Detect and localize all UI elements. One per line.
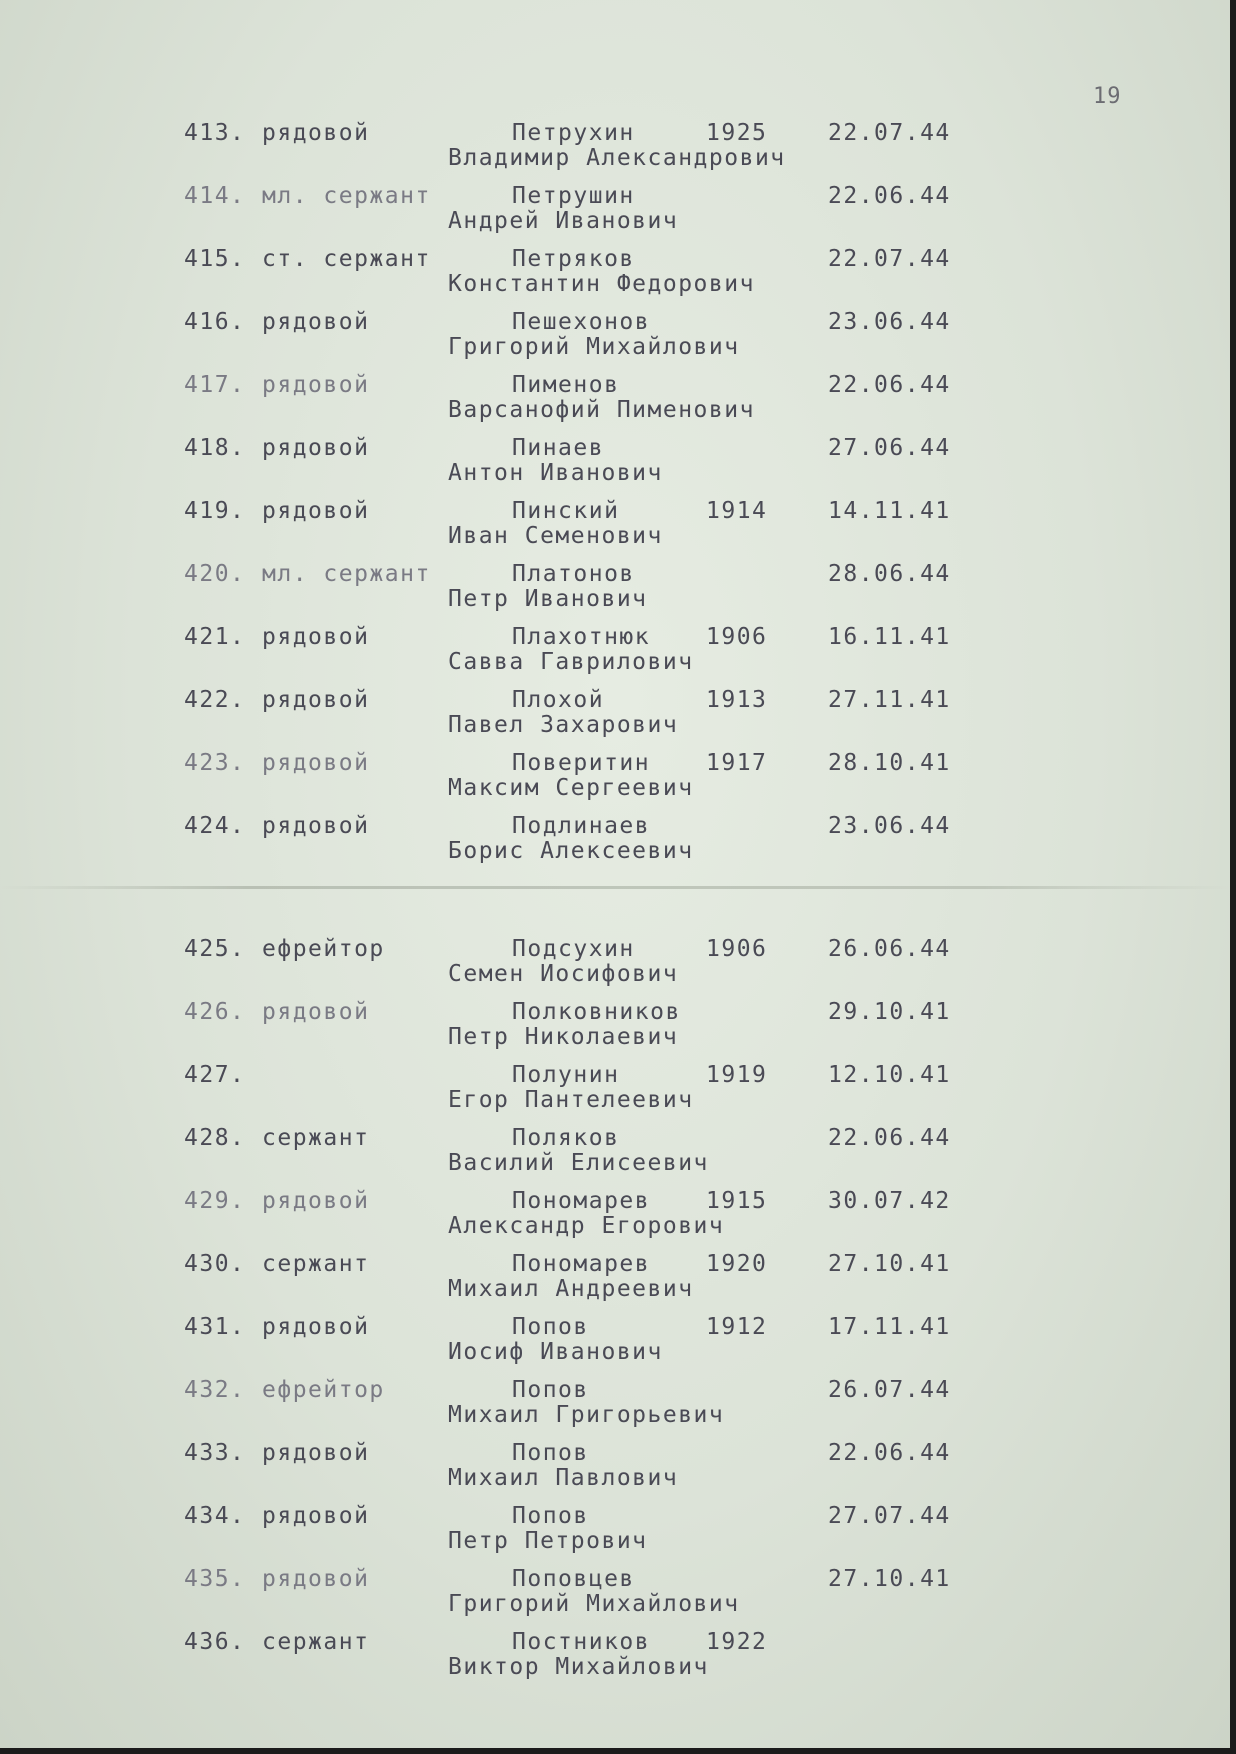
entry-date: 22.06.44	[828, 1125, 951, 1151]
entry-rank: рядовой	[262, 372, 370, 398]
entry-rank: рядовой	[262, 624, 370, 650]
entry-year: 1919	[706, 1062, 768, 1088]
entry-given: Егор Пантелеевич	[448, 1087, 694, 1113]
entry-date: 23.06.44	[828, 813, 951, 839]
entry-num: 421.	[184, 624, 246, 650]
entry-given: Андрей Иванович	[448, 208, 679, 234]
entry-date: 27.06.44	[828, 435, 951, 461]
entry-num: 423.	[184, 750, 246, 776]
entry-date: 22.06.44	[828, 1440, 951, 1466]
entry-given: Александр Егорович	[448, 1213, 725, 1239]
entry-num: 417.	[184, 372, 246, 398]
entry-surname: Петряков	[512, 246, 635, 272]
entry-rank: рядовой	[262, 1503, 370, 1529]
entry-rank: мл. сержант	[262, 561, 431, 587]
entry-surname: Пешехонов	[512, 309, 651, 335]
entry-year: 1914	[706, 498, 768, 524]
entry-date: 27.07.44	[828, 1503, 951, 1529]
entry-given: Владимир Александрович	[448, 145, 786, 171]
entry-num: 433.	[184, 1440, 246, 1466]
entry-num: 434.	[184, 1503, 246, 1529]
list-item	[0, 1440, 1230, 1500]
entry-given: Иосиф Иванович	[448, 1339, 663, 1365]
entry-date: 27.10.41	[828, 1251, 951, 1277]
list-item	[0, 999, 1230, 1059]
list-item	[0, 246, 1230, 306]
entry-date: 28.06.44	[828, 561, 951, 587]
entry-given: Михаил Павлович	[448, 1465, 679, 1491]
entry-given: Григорий Михайлович	[448, 1591, 740, 1617]
entry-surname: Плахотнюк	[512, 624, 651, 650]
paper-fold	[0, 886, 1230, 889]
entry-date: 12.10.41	[828, 1062, 951, 1088]
entry-given: Савва Гаврилович	[448, 649, 694, 675]
entry-given: Михаил Андреевич	[448, 1276, 694, 1302]
entry-num: 429.	[184, 1188, 246, 1214]
entry-date: 27.11.41	[828, 687, 951, 713]
entry-rank: рядовой	[262, 120, 370, 146]
entry-year: 1917	[706, 750, 768, 776]
entry-year: 1912	[706, 1314, 768, 1340]
entry-num: 435.	[184, 1566, 246, 1592]
entry-date: 22.06.44	[828, 183, 951, 209]
entry-num: 416.	[184, 309, 246, 335]
list-item	[0, 1503, 1230, 1563]
entry-date: 22.07.44	[828, 120, 951, 146]
entry-surname: Пинский	[512, 498, 620, 524]
entry-surname: Петрухин	[512, 120, 635, 146]
entry-rank: рядовой	[262, 435, 370, 461]
list-item	[0, 813, 1230, 873]
entry-num: 436.	[184, 1629, 246, 1655]
entry-year: 1906	[706, 624, 768, 650]
entry-num: 420.	[184, 561, 246, 587]
entry-num: 419.	[184, 498, 246, 524]
entry-rank: ефрейтор	[262, 1377, 385, 1403]
entry-surname: Постников	[512, 1629, 651, 1655]
list-item	[0, 1566, 1230, 1626]
entry-given: Иван Семенович	[448, 523, 663, 549]
entry-rank: рядовой	[262, 1314, 370, 1340]
entry-rank: рядовой	[262, 687, 370, 713]
entry-rank: рядовой	[262, 1566, 370, 1592]
entry-surname: Подсухин	[512, 936, 635, 962]
entry-rank: рядовой	[262, 1440, 370, 1466]
entry-num: 415.	[184, 246, 246, 272]
list-item	[0, 498, 1230, 558]
list-item	[0, 1314, 1230, 1374]
entry-given: Борис Алексеевич	[448, 838, 694, 864]
entry-date: 16.11.41	[828, 624, 951, 650]
entry-surname: Попов	[512, 1314, 589, 1340]
list-item	[0, 1377, 1230, 1437]
entry-num: 418.	[184, 435, 246, 461]
entry-num: 427.	[184, 1062, 246, 1088]
list-item	[0, 1629, 1230, 1689]
entry-rank: ст. сержант	[262, 246, 431, 272]
entry-surname: Плохой	[512, 687, 605, 713]
entry-given: Константин Федорович	[448, 271, 755, 297]
entry-surname: Поверитин	[512, 750, 651, 776]
entry-date: 23.06.44	[828, 309, 951, 335]
entry-rank: мл. сержант	[262, 183, 431, 209]
list-item	[0, 183, 1230, 243]
entry-num: 430.	[184, 1251, 246, 1277]
entry-num: 426.	[184, 999, 246, 1025]
entry-given: Максим Сергеевич	[448, 775, 694, 801]
entry-year: 1915	[706, 1188, 768, 1214]
entry-surname: Поповцев	[512, 1566, 635, 1592]
list-item	[0, 687, 1230, 747]
entry-num: 414.	[184, 183, 246, 209]
entry-surname: Пономарев	[512, 1188, 651, 1214]
entry-date: 14.11.41	[828, 498, 951, 524]
entry-year: 1922	[706, 1629, 768, 1655]
entry-year: 1920	[706, 1251, 768, 1277]
entry-given: Григорий Михайлович	[448, 334, 740, 360]
list-item	[0, 309, 1230, 369]
entry-rank: рядовой	[262, 498, 370, 524]
entry-num: 422.	[184, 687, 246, 713]
entry-date: 27.10.41	[828, 1566, 951, 1592]
entry-surname: Петрушин	[512, 183, 635, 209]
entry-date: 17.11.41	[828, 1314, 951, 1340]
entry-date: 26.07.44	[828, 1377, 951, 1403]
entry-surname: Попов	[512, 1440, 589, 1466]
entry-rank: рядовой	[262, 999, 370, 1025]
entry-num: 424.	[184, 813, 246, 839]
entry-given: Варсанофий Пименович	[448, 397, 755, 423]
entry-date: 22.07.44	[828, 246, 951, 272]
entry-year: 1925	[706, 120, 768, 146]
entry-rank: рядовой	[262, 750, 370, 776]
entry-date: 29.10.41	[828, 999, 951, 1025]
entry-rank: рядовой	[262, 813, 370, 839]
entry-given: Семен Иосифович	[448, 961, 679, 987]
entry-date: 28.10.41	[828, 750, 951, 776]
entry-given: Павел Захарович	[448, 712, 679, 738]
entry-rank: сержант	[262, 1125, 370, 1151]
list-item	[0, 372, 1230, 432]
list-item	[0, 936, 1230, 996]
entry-given: Петр Иванович	[448, 586, 648, 612]
entry-num: 431.	[184, 1314, 246, 1340]
entry-rank: сержант	[262, 1629, 370, 1655]
entry-surname: Полковников	[512, 999, 681, 1025]
list-item	[0, 120, 1230, 180]
list-item	[0, 750, 1230, 810]
list-item	[0, 1062, 1230, 1122]
entry-given: Петр Петрович	[448, 1528, 648, 1554]
entry-date: 22.06.44	[828, 372, 951, 398]
entry-num: 432.	[184, 1377, 246, 1403]
list-item	[0, 1188, 1230, 1248]
entry-num: 413.	[184, 120, 246, 146]
entry-surname: Попов	[512, 1503, 589, 1529]
entry-given: Михаил Григорьевич	[448, 1402, 725, 1428]
entry-date: 26.06.44	[828, 936, 951, 962]
entry-given: Антон Иванович	[448, 460, 663, 486]
entry-surname: Полунин	[512, 1062, 620, 1088]
entry-num: 425.	[184, 936, 246, 962]
entry-surname: Попов	[512, 1377, 589, 1403]
entry-year: 1906	[706, 936, 768, 962]
entry-year: 1913	[706, 687, 768, 713]
entry-rank: рядовой	[262, 1188, 370, 1214]
entry-surname: Поляков	[512, 1125, 620, 1151]
entry-given: Петр Николаевич	[448, 1024, 679, 1050]
list-item	[0, 561, 1230, 621]
entry-surname: Пименов	[512, 372, 620, 398]
entry-given: Виктор Михайлович	[448, 1654, 709, 1680]
entry-surname: Пономарев	[512, 1251, 651, 1277]
entry-num: 428.	[184, 1125, 246, 1151]
list-item	[0, 1251, 1230, 1311]
page-number: 19	[1093, 84, 1122, 109]
list-item	[0, 1125, 1230, 1185]
entry-given: Василий Елисеевич	[448, 1150, 709, 1176]
list-item	[0, 624, 1230, 684]
entry-rank: рядовой	[262, 309, 370, 335]
entry-date: 30.07.42	[828, 1188, 951, 1214]
entry-rank: ефрейтор	[262, 936, 385, 962]
entry-rank: сержант	[262, 1251, 370, 1277]
entry-surname: Подлинаев	[512, 813, 651, 839]
entry-surname: Платонов	[512, 561, 635, 587]
entry-surname: Пинаев	[512, 435, 605, 461]
list-item	[0, 435, 1230, 495]
